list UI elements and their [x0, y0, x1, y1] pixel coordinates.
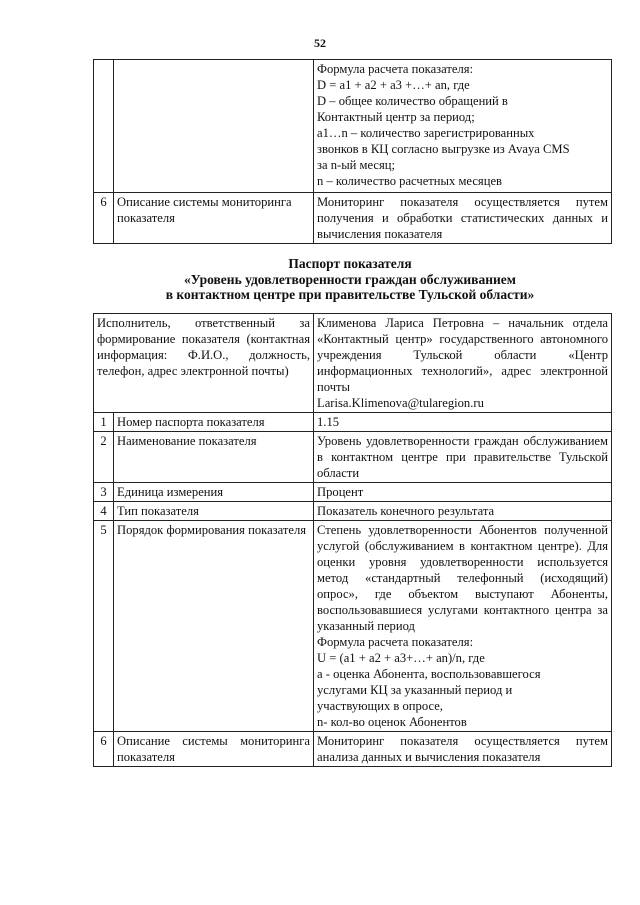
row-value: Показатель конечного результата	[314, 502, 612, 521]
table-row	[94, 413, 612, 432]
row-label: Тип показателя	[114, 502, 314, 521]
table-row	[94, 521, 612, 732]
row-number: 6	[94, 732, 114, 767]
formula-cell	[314, 60, 612, 193]
row-label: Единица измерения	[114, 483, 314, 502]
row-number: 3	[94, 483, 114, 502]
formula-line: a1…n – количество зарегистрированных	[317, 126, 535, 140]
row-number: 2	[94, 432, 114, 483]
formula-line: а - оценка Абонента, воспользовавшегося	[317, 667, 541, 681]
indicator-table-continued	[93, 59, 612, 244]
row-value: Мониторинг показателя осуществляется путем получения и обработки статистических данных и вычисления показателя	[314, 193, 612, 244]
formula-line: D = a1 + a2 + a3 +…+ an, где	[317, 78, 470, 92]
row-number: 6	[94, 193, 114, 244]
row-number: 1	[94, 413, 114, 432]
row-value: Уровень удовлетворенности граждан обслуживанием в контактном центре при правительстве Тульской области	[314, 432, 612, 483]
heading-line-1: Паспорт показателя	[288, 256, 412, 271]
table-row	[94, 732, 612, 767]
executor-value: Клименова Лариса Петровна – начальник отдела «Контактный центр» государственного автономного учреждения Тульской области «Центр информационных технологий», адрес электронной почты	[317, 316, 608, 394]
row-label: Описание системы мониторинга показателя	[114, 732, 314, 767]
table-row	[94, 314, 612, 413]
row-value: Мониторинг показателя осуществляется путем анализа данных и вычисления показателя	[314, 732, 612, 767]
row-label: Порядок формирования показателя	[114, 521, 314, 732]
formula-line: n- кол-во оценок Абонентов	[317, 715, 467, 729]
formula-line: Формула расчета показателя:	[317, 635, 474, 649]
heading-line-3: в контактном центре при правительстве Тульской области»	[165, 287, 535, 302]
table-row	[94, 483, 612, 502]
formula-line: за n-ый месяц;	[317, 158, 396, 172]
row-value: Процент	[314, 483, 612, 502]
row-description: Степень удовлетворенности Абонентов полученной услугой (обслуживанием в контактном центре). Для оценки уровня удовлетворенности используется метод «стандартный телефонный (исходящий) опрос», где объектом выступают Абоненты, воспользовавшиеся услугами контактного центра за указанный период	[317, 523, 608, 633]
formula-line: участвующих в опросе,	[317, 699, 443, 713]
page-number: 52	[314, 36, 326, 50]
formula-line: Контактный центр за период;	[317, 110, 475, 124]
formula-line: услугами КЦ за указанный период и	[317, 683, 513, 697]
executor-value-cell	[314, 314, 612, 413]
row-label: Номер паспорта показателя	[114, 413, 314, 432]
table-row	[94, 60, 612, 193]
formula-line: D – общее количество обращений в	[317, 94, 508, 108]
row-label: Наименование показателя	[114, 432, 314, 483]
table-row	[94, 432, 612, 483]
heading-line-2: «Уровень удовлетворенности граждан обслуживанием	[184, 271, 516, 287]
executor-email: Larisa.Klimenova@tularegion.ru	[317, 396, 484, 410]
executor-label: Исполнитель, ответственный за формирование показателя (контактная информация: Ф.И.О., должность, телефон, адрес электронной почты)	[94, 314, 314, 413]
formula-line: U = (a1 + a2 + a3+…+ an)/n, где	[317, 651, 485, 665]
row-number: 4	[94, 502, 114, 521]
formula-line: звонков в КЦ согласно выгрузке из Avaya CMS	[317, 142, 570, 156]
empty-cell	[114, 60, 314, 193]
formula-line: n – количество расчетных месяцев	[317, 174, 502, 188]
empty-cell	[94, 60, 114, 193]
passport-heading	[80, 256, 620, 303]
row-value: 1.15	[314, 413, 612, 432]
table-row	[94, 193, 612, 244]
formula-line: Формула расчета показателя:	[317, 62, 474, 76]
indicator-passport-table	[93, 313, 612, 767]
row-label: Описание системы мониторинга показателя	[114, 193, 314, 244]
row-value-cell	[314, 521, 612, 732]
row-number: 5	[94, 521, 114, 732]
table-row	[94, 502, 612, 521]
